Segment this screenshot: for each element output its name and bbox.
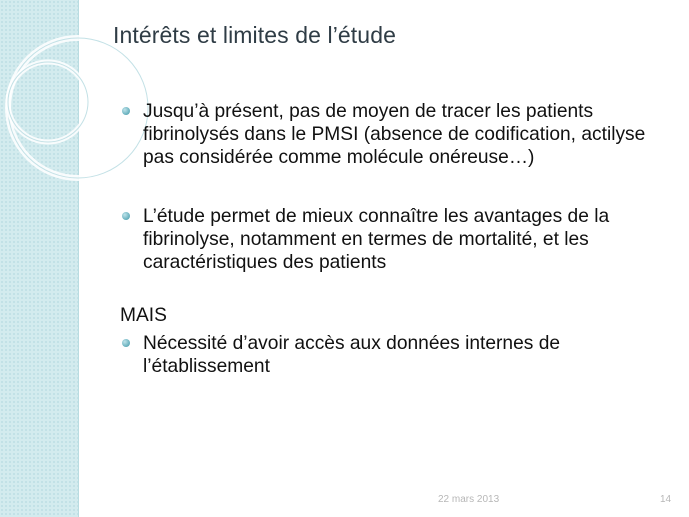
bullet-text: Jusqu’à présent, pas de moyen de tracer les patients fibrinolysés dans le PMSI (absence de codification, actilyse pas considérée comme molécule onéreuse…) bbox=[143, 101, 646, 168]
slide-content bbox=[120, 100, 665, 378]
bullet-dot-icon bbox=[122, 107, 130, 115]
bullet-item bbox=[120, 205, 665, 274]
bullet-dot-icon bbox=[122, 339, 130, 347]
bullet-dot-icon bbox=[122, 212, 130, 220]
mais-label: MAIS bbox=[120, 305, 167, 326]
bullet-text: Nécessité d’avoir accès aux données internes de l’établissement bbox=[143, 333, 561, 377]
footer-date: 22 mars 2013 bbox=[438, 494, 500, 505]
bullet-item bbox=[120, 100, 665, 169]
decorative-side-band bbox=[0, 0, 79, 517]
page-number: 14 bbox=[660, 494, 672, 505]
slide-title: Intérêts et limites de l’étude bbox=[113, 22, 396, 48]
bullet-item bbox=[120, 332, 665, 378]
bullet-text: L’étude permet de mieux connaître les avantages de la fibrinolyse, notamment en termes de mortalité, et les caractéristiques des patients bbox=[143, 206, 610, 273]
